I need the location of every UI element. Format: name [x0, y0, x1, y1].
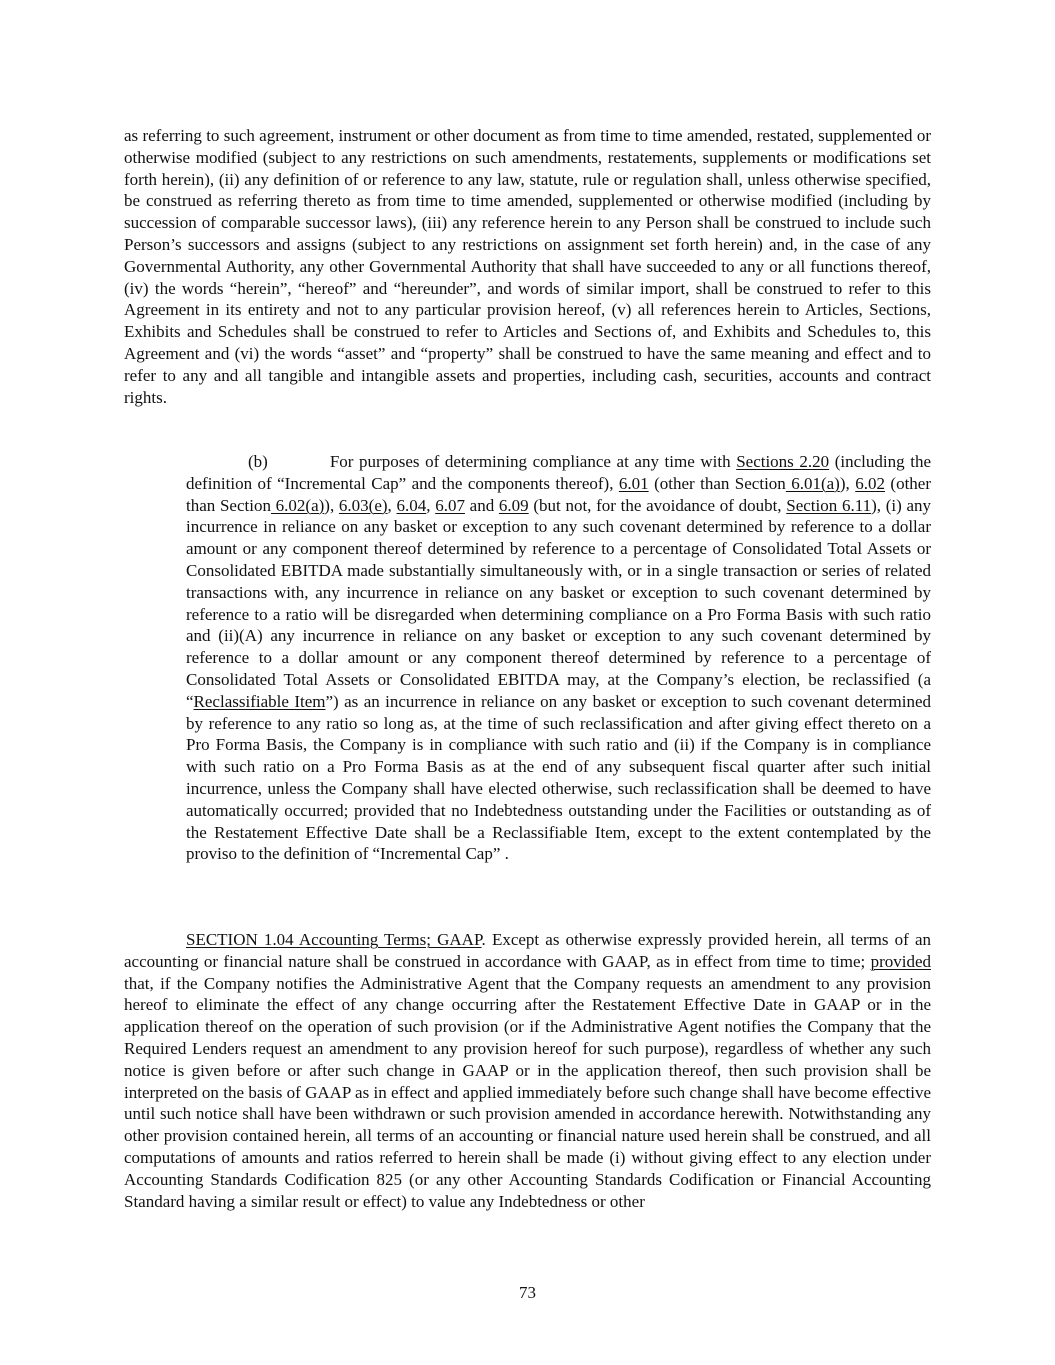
- section-reference: 6.01: [618, 473, 649, 493]
- text-run: ),: [324, 495, 339, 515]
- paragraph-continuation: as referring to such agreement, instrument or other document as from time to time amended, restated, supplemented or otherwise modified (subject to any restrictions on such amendments, restatements, supplements or modifications set forth herein), (ii) any definition of or reference to any law, statute, rule or regulation shall, unless otherwise specified, be construed as referring thereto as from time to time amended, supplemented or otherwise modified (including by succession of comparable successor laws), (iii) any reference herein to any Person shall be construed to include such Person’s successors and assigns (subject to any restrictions on assignment set forth herein) and, in the case of any Governmental Authority, any other Governmental Authority that shall have succeeded to any or all functions thereof, (iv) the words “herein”, “hereof” and “hereunder”, and words of similar import, shall be construed to refer to this Agreement in its entirety and not to any particular provision hereof, (v) all references herein to Articles, Sections, Exhibits and Schedules shall be construed to refer to Articles and Sections of, and Exhibits and Schedules to, this Agreement and (vi) the words “asset” and “property” shall be construed to have the same meaning and effect and to refer to any and all tangible and intangible assets and properties, including cash, securities, accounts and contract rights.: [124, 126, 931, 407]
- text-run: and: [464, 495, 499, 515]
- text-run: ,: [387, 495, 397, 515]
- text-run: (but not, for the avoidance of doubt,: [528, 495, 787, 515]
- section-reference: 6.07: [435, 495, 465, 515]
- text-run: For purposes of determining compliance at any time with: [329, 452, 737, 471]
- section-reference: 6.09: [498, 495, 529, 515]
- text-run: (other than Section: [648, 473, 786, 493]
- page-number: 73: [519, 1283, 536, 1302]
- section-reference: 6.03(e): [338, 495, 388, 515]
- section-reference: 6.02: [855, 473, 885, 493]
- defined-term: provided: [870, 951, 931, 971]
- text-run: that, if the Company notifies the Administrative Agent that the Company requests an amendment to any provision hereof to eliminate the effect of any change occurring after the Restatement Effective Date in GAAP or in the application thereof on the operation of such provision (or if the Administrative Agent notifies the Company that the Required Lenders request an amendment to any provision hereof for such purpose), regardless of whether any such notice is given before or after such change in GAAP or in the application thereof, then such provision shall be interpreted on the basis of GAAP as in effect and applied immediately before such change shall have become effective until such notice shall have been withdrawn or such provision amended in accordance herewith. Notwithstanding any other provision contained herein, all terms of an accounting or financial nature used herein shall be construed, and all computations of amounts and ratios referred to herein shall be made (i) without giving effect to any election under Accounting Standards Codification 825 (or any other Accounting Standards Codification or Financial Accounting Standard having a similar result or effect) to value any Indebtedness or other: [124, 973, 931, 1211]
- text-run: ,: [426, 495, 436, 515]
- text-run: ”) as an incurrence in reliance on any basket or exception to such covenant determined by reference to any ratio so long as, at the time of such reclassification and after giving effect thereto on a Pro Forma Basis, the Company is in compliance with such ratio and (ii) if the Company is in compliance with such ratio on a Pro Forma Basis as at the end of any subsequent fiscal quarter after such initial incurrence, unless the Company shall have elected otherwise, such reclassification shall be deemed to have automatically occurred; provided that no Indebtedness outstanding under the Facilities or outstanding as of the Restatement Effective Date shall be a Reclassifiable Item, except to the extent contemplated by the proviso to the definition of “Incremental Cap” .: [186, 691, 931, 864]
- paragraph-label: (b): [248, 452, 268, 471]
- section-reference: 6.02(a): [270, 495, 325, 515]
- text-run: ), (i) any incurrence in reliance on any basket or exception to any such covenant determined by reference to a dollar amount or any component thereof determined by reference to a percentage of Consolidated Total Assets or Consolidated EBITDA made substantially simultaneously with, or in a single transaction or series of related transactions with, any incurrence in reliance on any basket or exception to such covenant determined by reference to a ratio will be disregarded when determining compliance on a Pro Forma Basis with such ratio and (ii)(A) any incurrence in reliance on any basket or exception to any such covenant determined by reference to a dollar amount or any component thereof determined by reference to a percentage of Consolidated Total Assets or Consolidated EBITDA may, at the Company’s election, be reclassified (a “: [186, 495, 931, 711]
- section-reference: 6.04: [396, 495, 427, 515]
- text-run: ),: [839, 473, 856, 493]
- section-1-04-paragraph: [124, 929, 931, 1212]
- text-run: (other than Section: [186, 473, 931, 515]
- text-run: . Except as otherwise expressly provided herein, all terms of an accounting or financial nature shall be construed in accordance with GAAP, as in effect from time to time;: [124, 930, 932, 971]
- paragraph-b: [186, 451, 931, 865]
- defined-term: Reclassifiable Item: [193, 691, 326, 711]
- text-run: (including the definition of “Incremental Cap” and the components thereof),: [186, 452, 931, 493]
- section-reference: 6.01(a): [785, 473, 840, 493]
- section-reference: Section 6.11: [786, 495, 872, 515]
- section-reference: Sections 2.20: [736, 452, 830, 471]
- section-heading: SECTION 1.04 Accounting Terms; GAAP: [186, 930, 482, 949]
